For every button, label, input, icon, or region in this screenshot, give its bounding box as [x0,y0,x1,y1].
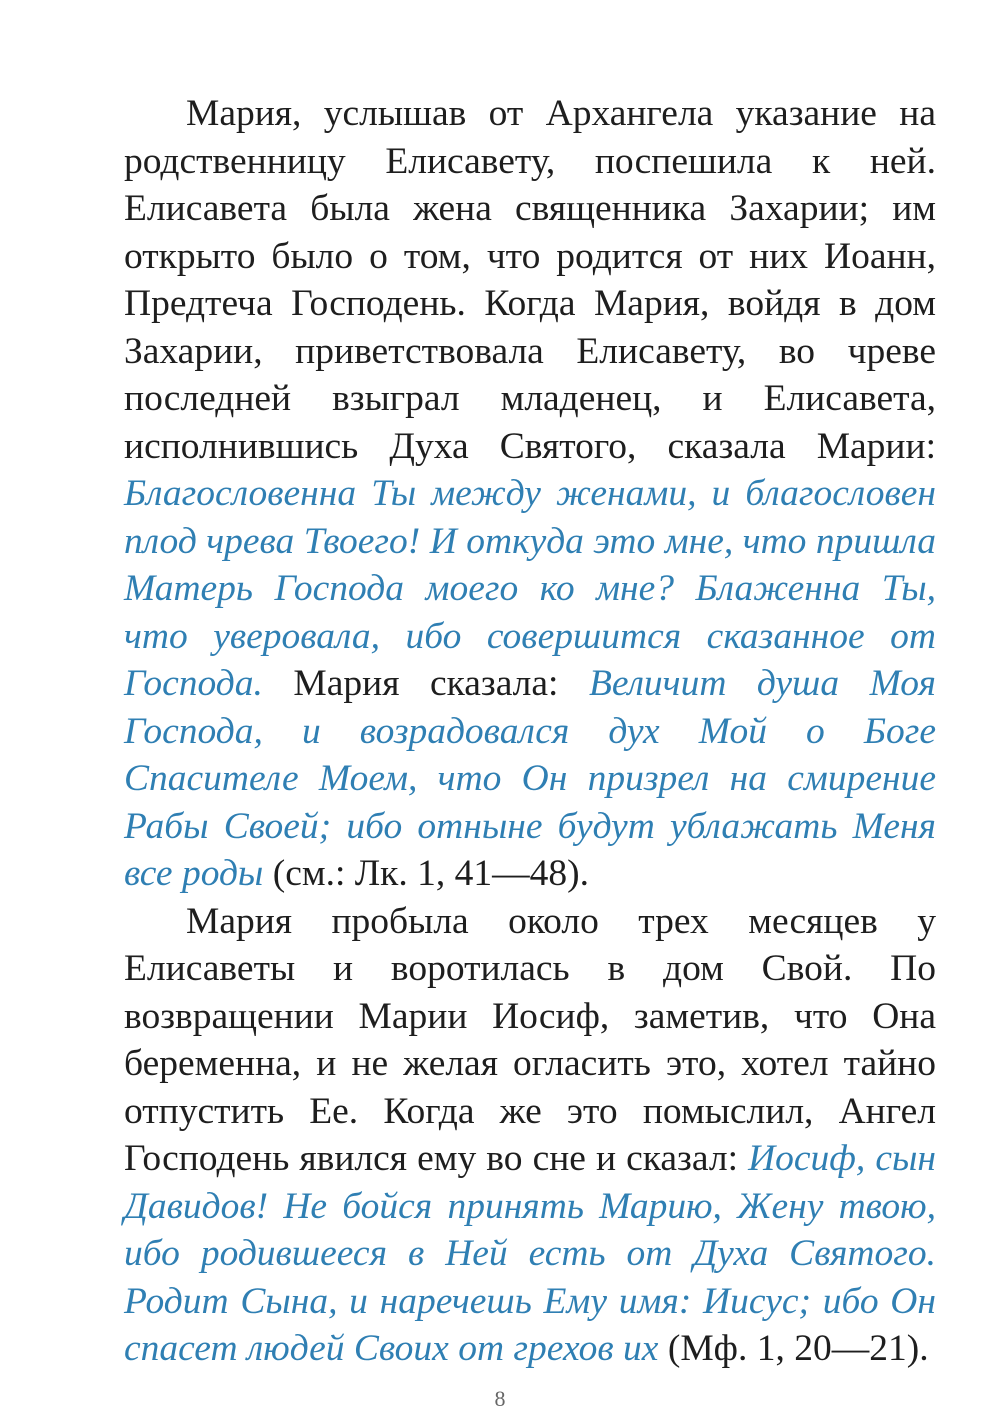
citation-text: (см.: Лк. 1, 41—48). [263,853,589,894]
paragraph [124,90,936,898]
paragraph [124,898,936,1373]
scripture-quote: Величит душа Моя Господа, и возрадовался дух Мой о Боге Спасителе Моем, что Он призрел на смирение Рабы Своей; ибо отныне будут ублажать Меня все роды [124,663,936,894]
scripture-quote: Благословенна Ты между женами, и благословен плод чрева Твоего! И откуда это мне, что пришла Матерь Господа моего ко мне? Блаженна Ты, что уверовала, ибо совершится сказанное от Господа. [124,473,936,704]
page-content [124,90,936,1373]
page-number: 8 [494,1386,506,1411]
citation-text: (Мф. 1, 20—21). [658,1328,929,1369]
text-segment: Мария пробыла около трех месяцев у Елисаветы и воротилась в дом Свой. По возвращении Марии Иосиф, заметив, что Она беременна, и не желая огласить это, хотел тайно отпустить Ее. Когда же это помыслил, Ангел Господень явился ему во сне и сказал: [124,900,936,1179]
text-segment: Мария сказала: [262,663,589,704]
scripture-quote: Иосиф, сын Давидов! Не бойся принять Марию, Жену твою, ибо родившееся в Ней есть от Духа Святого. Родит Сына, и наречешь Ему имя: Иисус; ибо Он спасет людей Своих от грехов их [124,1138,936,1369]
text-segment: Мария, услышав от Архангела указание на родственницу Елисавету, поспешила к ней. Елисавета была жена священника Захарии; им открыто было о том, что родится от них Иоанн, Предтеча Господень. Когда Мария, войдя в дом Захарии, приветствовала Елисавету, во чреве последней взыграл младенец, и Елисавета, исполнившись Духа Святого, сказала Марии: [124,93,936,467]
